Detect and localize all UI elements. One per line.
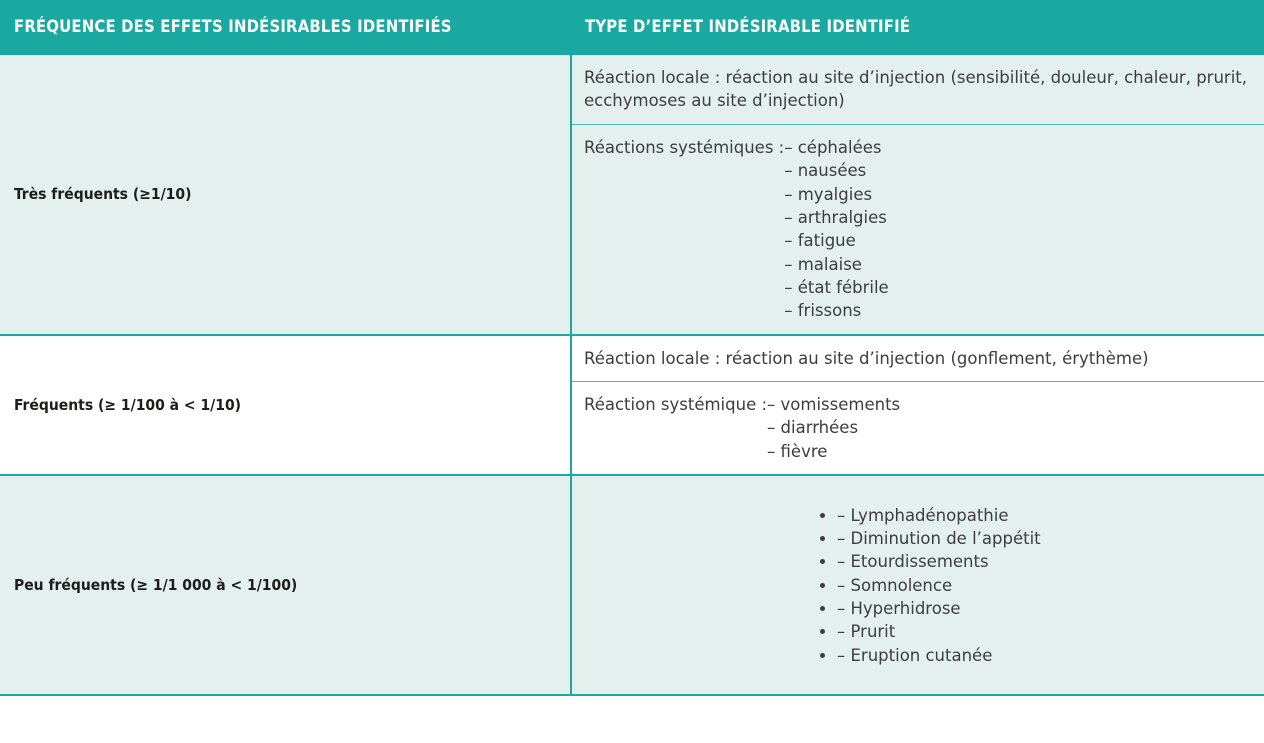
list-item: – état fébrile (784, 277, 889, 297)
list-item: – nausées (784, 161, 867, 181)
column-header-type: TYPE D’EFFET INDÉSIRABLE IDENTIFIÉ (571, 0, 1264, 54)
effect-block-uncommon-effects (572, 476, 1264, 694)
table-header-row (0, 0, 1264, 54)
list-item: – céphalées (784, 137, 882, 157)
list-item: – arthralgies (784, 207, 887, 227)
effect-paragraph-text: Réaction locale : réaction au site d’injection (gonflement, érythème) (584, 348, 1149, 368)
list-item: • – Hyperhidrose (837, 597, 1264, 620)
list-item: – vomissements (767, 395, 901, 415)
list-item: • – Etourdissements (837, 550, 1264, 573)
effects-cell (571, 335, 1264, 475)
table-header (0, 0, 1264, 54)
effect-block-local-reaction (572, 55, 1264, 124)
list-lead-label: Réaction systémique : (584, 395, 768, 415)
list-item: – fièvre (767, 441, 828, 461)
table-row (0, 335, 1264, 475)
list-item: • – Somnolence (837, 574, 1264, 597)
labeled-list (584, 393, 1264, 463)
effect-block-local-reaction (572, 336, 1264, 381)
effect-list (767, 393, 900, 463)
list-item: • – Diminution de l’appétit (837, 527, 1264, 550)
list-item: • – Lymphadénopathie (837, 504, 1264, 527)
effect-block-systemic-reactions (572, 124, 1264, 334)
list-item: – malaise (784, 254, 862, 274)
effects-cell (571, 475, 1264, 695)
labeled-list (584, 136, 1264, 323)
list-item: – frissons (784, 301, 862, 321)
list-item: – fatigue (784, 231, 856, 251)
effect-list (784, 136, 888, 323)
effect-block-systemic-reaction (572, 381, 1264, 474)
list-item: • – Eruption cutanée (837, 644, 1264, 667)
table-row (0, 475, 1264, 695)
list-lead-label: Réactions systémiques : (584, 137, 785, 157)
list-item: – myalgies (784, 184, 873, 204)
column-header-frequency: FRÉQUENCE DES EFFETS INDÉSIRABLES IDENTIFIÉS (0, 0, 571, 54)
frequency-label: Très fréquents (≥1/10) (0, 54, 571, 335)
table-body (0, 54, 1264, 695)
list-item: – diarrhées (767, 418, 859, 438)
frequency-label: Peu fréquents (≥ 1/1 000 à < 1/100) (0, 475, 571, 695)
effect-list (797, 504, 1264, 667)
effects-cell (571, 54, 1264, 335)
effect-paragraph-text: Réaction locale : réaction au site d’injection (sensibilité, douleur, chaleur, prurit, ecchymoses au site d’injection) (584, 68, 1247, 111)
frequency-label: Fréquents (≥ 1/100 à < 1/10) (0, 335, 571, 475)
table-row (0, 54, 1264, 335)
list-item: • – Prurit (837, 620, 1264, 643)
